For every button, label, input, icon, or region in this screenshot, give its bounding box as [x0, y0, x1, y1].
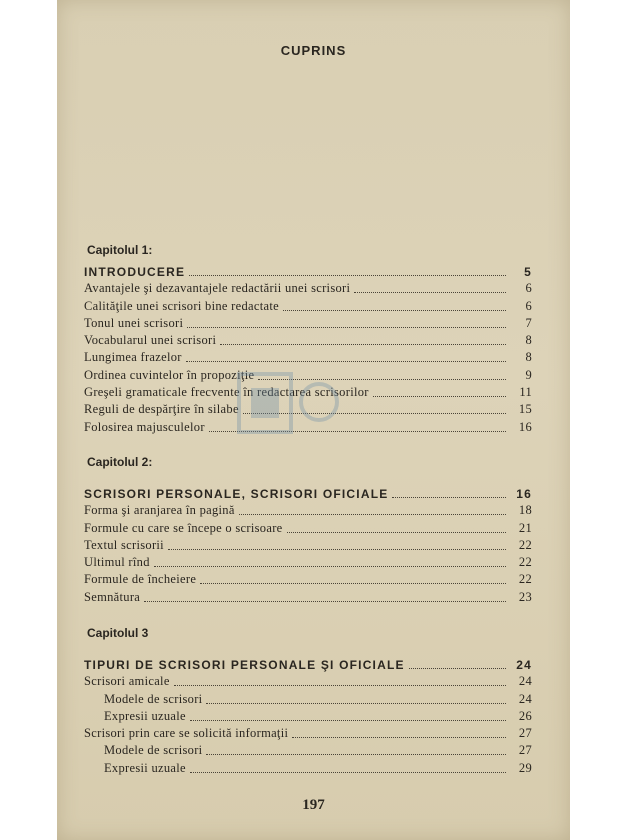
toc-entry-page: 7 — [525, 315, 532, 330]
toc-entry — [84, 314, 532, 331]
watermark-logo — [237, 372, 357, 454]
toc-entry-page: 9 — [525, 367, 532, 382]
dot-leader — [174, 684, 506, 686]
toc-entry — [84, 741, 532, 758]
dot-leader — [392, 496, 506, 498]
dot-leader — [190, 719, 506, 721]
toc-chapter-heading — [84, 259, 532, 279]
dot-leader — [154, 565, 506, 567]
dot-leader — [283, 309, 506, 311]
toc-entry — [84, 296, 532, 313]
toc-entry — [84, 587, 532, 604]
chapter-label: Capitolul 3 — [87, 626, 149, 640]
toc-entry-title: Expresii uzuale — [104, 708, 186, 723]
toc-entry — [84, 331, 532, 348]
dot-leader — [220, 343, 506, 345]
toc-entry — [84, 689, 532, 706]
dot-leader — [287, 531, 506, 533]
dot-leader — [373, 395, 506, 397]
toc-entry-title: Textul scrisorii — [84, 537, 164, 552]
toc-entry-title: Formule de încheiere — [84, 572, 197, 587]
toc-entry-page: 22 — [518, 555, 532, 570]
toc-entry — [84, 758, 532, 775]
toc-entry-page: 23 — [518, 589, 532, 604]
chapter-label: Capitolul 1: — [87, 243, 153, 257]
toc-section — [84, 652, 532, 776]
toc-entry — [84, 348, 532, 365]
dot-leader — [189, 274, 506, 276]
toc-entry-title: Greşeli gramaticale frecvente în redactarea scrisorilor — [84, 385, 369, 400]
toc-entry — [84, 570, 532, 587]
toc-entry — [84, 501, 532, 518]
toc-entry-title: Modele de scrisori — [104, 743, 203, 758]
toc-entry-title: INTRODUCERE — [84, 265, 186, 279]
dot-leader — [292, 736, 506, 738]
toc-entry-title: Lungimea frazelor — [84, 350, 182, 365]
toc-entry-page: 8 — [525, 333, 532, 348]
toc-entry-title: Formule cu care se începe o scrisoare — [84, 520, 283, 535]
toc-entry — [84, 672, 532, 689]
toc-entry-title: Scrisori amicale — [84, 674, 170, 689]
toc-entry-page: 18 — [518, 503, 532, 518]
toc-entry-page: 29 — [518, 760, 532, 775]
toc-entry-page: 27 — [518, 743, 532, 758]
toc-entry-title: Modele de scrisori — [104, 691, 203, 706]
toc-entry-title: Expresii uzuale — [104, 760, 186, 775]
dot-leader — [206, 702, 506, 704]
dot-leader — [239, 513, 506, 515]
toc-entry-title: Scrisori prin care se solicită informaţii — [84, 726, 289, 741]
toc-entry-title: Ordinea cuvintelor în propoziţie — [84, 367, 255, 382]
dot-leader — [409, 667, 506, 669]
toc-entry — [84, 553, 532, 570]
toc-entry — [84, 279, 532, 296]
toc-entry-page: 16 — [518, 419, 532, 434]
dot-leader — [144, 600, 506, 602]
page-title: CUPRINS — [280, 43, 347, 58]
dot-leader — [200, 582, 506, 584]
toc-entry-page: 24 — [518, 691, 532, 706]
toc-entry-title: Calităţile unei scrisori bine redactate — [84, 298, 279, 313]
toc-entry-page: 15 — [518, 402, 532, 417]
toc-chapter-heading — [84, 481, 532, 501]
toc-entry-page: 24 — [518, 674, 532, 689]
toc-entry-title: Vocabularul unei scrisori — [84, 333, 217, 348]
dot-leader — [354, 291, 506, 293]
toc-entry-page: 6 — [525, 298, 532, 313]
toc-entry-title: Avantajele şi dezavantajele redactării unei scrisori — [84, 281, 351, 296]
toc-entry-page: 21 — [518, 520, 532, 535]
toc-entry-title: Tonul unei scrisori — [84, 315, 184, 330]
dot-leader — [187, 326, 506, 328]
toc-entry-title: Semnătura — [84, 589, 141, 604]
toc-entry-page: 6 — [525, 281, 532, 296]
toc-entry-title: Reguli de despărţire în silabe — [84, 402, 239, 417]
toc-entry-page: 22 — [518, 537, 532, 552]
toc-entry-page: 27 — [518, 726, 532, 741]
toc-entry-title: Ultimul rînd — [84, 555, 150, 570]
dot-leader — [168, 548, 506, 550]
book-page — [57, 0, 570, 840]
toc-entry-title: Folosirea majusculelor — [84, 419, 205, 434]
toc-entry-title: Forma şi aranjarea în pagină — [84, 503, 235, 518]
toc-section — [84, 481, 532, 605]
toc-entry-title: SCRISORI PERSONALE, SCRISORI OFICIALE — [84, 487, 389, 501]
dot-leader — [206, 753, 506, 755]
toc-entry — [84, 724, 532, 741]
toc-entry-title: TIPURI DE SCRISORI PERSONALE ŞI OFICIALE — [84, 658, 405, 672]
page-number: 197 — [302, 797, 325, 813]
toc-entry — [84, 707, 532, 724]
toc-entry-page: 22 — [518, 572, 532, 587]
toc-entry-page: 16 — [516, 487, 532, 501]
toc-entry — [84, 536, 532, 553]
toc-entry-page: 5 — [524, 265, 532, 279]
toc-entry — [84, 518, 532, 535]
chapter-label: Capitolul 2: — [87, 455, 153, 469]
toc-entry-page: 24 — [516, 658, 532, 672]
toc-entry-page: 26 — [518, 708, 532, 723]
toc-entry-page: 8 — [525, 350, 532, 365]
toc-chapter-heading — [84, 652, 532, 672]
toc-entry-page: 11 — [519, 385, 532, 400]
dot-leader — [186, 360, 506, 362]
dot-leader — [190, 771, 506, 773]
